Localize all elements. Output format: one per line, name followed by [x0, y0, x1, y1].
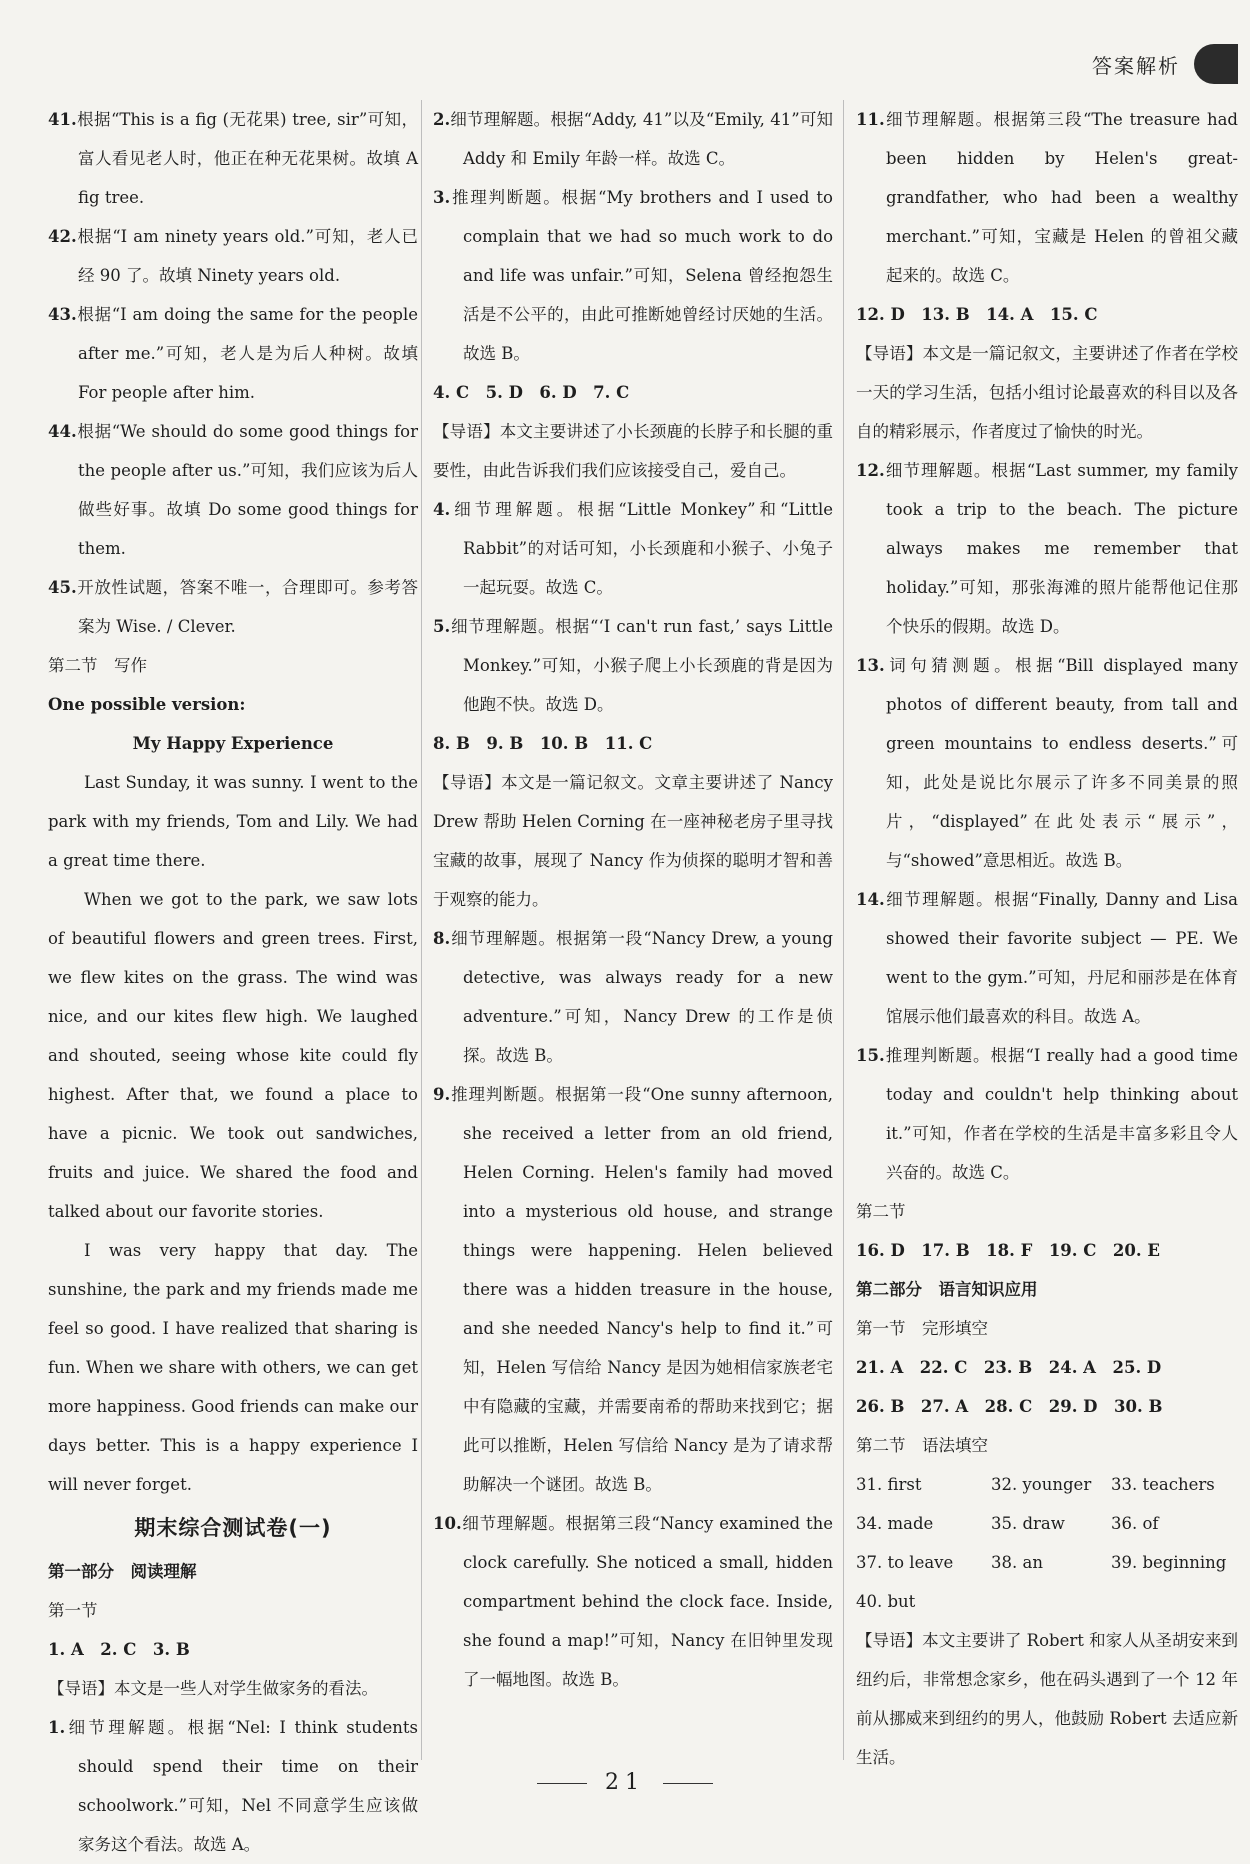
column-3: [856, 100, 1238, 1777]
header-title: 答案解析: [1092, 54, 1180, 78]
answers-26-30: 26. B 27. A 28. C 29. D 30. B: [856, 1397, 1163, 1416]
answers-12-15: 12. D 13. B 14. A 15. C: [856, 305, 1098, 324]
answer-11: 11.细节理解题。根据第三段“The treasure had been hidden by Helen's great-grandfather, who had been a wealthy merchant.”可知，宝藏是 Helen 的曾祖父藏起来的。故选 C。: [856, 110, 1238, 285]
answers-16-20: 16. D 17. B 18. F 19. C 20. E: [856, 1241, 1160, 1260]
grammar-answer: 39. beginning: [1111, 1553, 1227, 1572]
answer-1: 1.细节理解题。根据“Nel: I think students should spend their time on their schoolwork.”可知，Nel 不同意学生应该做家务这个看法。故选 A。: [48, 1718, 418, 1854]
header-tab-marker: [1194, 44, 1238, 84]
answer-columns: [48, 100, 1238, 1854]
grammar-answer: 36. of: [1111, 1514, 1159, 1533]
page-header: [0, 42, 1250, 92]
footer-dash: [663, 1783, 713, 1784]
intro-passage-a: 【导语】本文是一些人对学生做家务的看法。: [48, 1679, 378, 1698]
grammar-answer: 33. teachers: [1111, 1475, 1215, 1494]
grammar-answer: 32. younger: [991, 1475, 1092, 1494]
answer-2: 2.细节理解题。根据“Addy, 41”以及“Emily, 41”可知 Addy 和 Emily 年龄一样。故选 C。: [433, 110, 833, 168]
sample-label: One possible version:: [48, 695, 246, 714]
essay-title: My Happy Experience: [132, 734, 334, 753]
answer-8: 8.细节理解题。根据第一段“Nancy Drew, a young detective, was always ready for a new adventure.”可知，Nancy Drew 的工作是侦探。故选 B。: [433, 929, 833, 1065]
answers-21-25: 21. A 22. C 23. B 24. A 25. D: [856, 1358, 1162, 1377]
answer-14: 14.细节理解题。根据“Finally, Danny and Lisa showed their favorite subject — PE. We went to the gym.”可知，丹尼和丽莎是在体育馆展示他们最喜欢的科目。故选 A。: [856, 890, 1238, 1026]
intro-passage-e: 【导语】本文主要讲了 Robert 和家人从圣胡安来到纽约后，非常想念家乡，他在码头遇到了一个 12 年前从挪威来到纽约的男人，他鼓励 Robert 去适应新生活。: [856, 1631, 1238, 1767]
intro-passage-b: 【导语】本文主要讲述了小长颈鹿的长脖子和长腿的重要性，由此告诉我们我们应该接受自己，爱自己。: [433, 422, 833, 480]
section-heading-2: 第二节: [856, 1202, 906, 1221]
answer-43: 43.根据“I am doing the same for the people after me.”可知，老人是为后人种树。故填 For people after him.: [48, 305, 418, 402]
answers-8-11: 8. B 9. B 10. B 11. C: [433, 734, 653, 753]
grammar-row: [856, 1504, 1238, 1543]
section-heading-1: 第一节: [48, 1601, 98, 1620]
essay-paragraph-2: When we got to the park, we saw lots of beautiful flowers and green trees. First, we flew kites on the grass. The wind was nice, and our kites flew high. We laughed and shouted, seeing whose kite could fly highest. After that, we found a place to have a picnic. We took out sandwiches, fruits and juice. We shared the food and talked about our favorite stories.: [48, 890, 418, 1221]
part-heading-language: 第二部分 语言知识应用: [856, 1280, 1038, 1299]
answer-5: 5.细节理解题。根据“‘I can't run fast,’ says Little Monkey.”可知，小猴子爬上小长颈鹿的背是因为他跑不快。故选 D。: [433, 617, 833, 714]
grammar-answer: 38. an: [991, 1553, 1043, 1572]
page-number: 21: [605, 1770, 645, 1795]
section-heading-cloze: 第一节 完形填空: [856, 1319, 988, 1338]
answers-4-7: 4. C 5. D 6. D 7. C: [433, 383, 630, 402]
column-2: [433, 100, 833, 1699]
column-divider: [843, 100, 844, 1760]
section-heading-grammar: 第二节 语法填空: [856, 1436, 988, 1455]
answer-10: 10.细节理解题。根据第三段“Nancy examined the clock carefully. She noticed a small, hidden compartment behind the clock face. Inside, she found a map!”可知，Nancy 在旧钟里发现了一幅地图。故选 B。: [433, 1514, 833, 1689]
answer-3: 3.推理判断题。根据“My brothers and I used to complain that we had so much work to do and life was unfair.”可知，Selena 曾经抱怨生活是不公平的，由此可推断她曾经讨厌她的生活。故选 B。: [433, 188, 833, 363]
part-heading-reading: 第一部分 阅读理解: [48, 1562, 197, 1581]
grammar-answer: 40. but: [856, 1592, 916, 1611]
essay-paragraph-3: I was very happy that day. The sunshine, the park and my friends made me feel so good. I have realized that sharing is fun. When we share with others, we can get more happiness. Good friends can make our days better. This is a happy experience I will never forget.: [48, 1241, 418, 1494]
grammar-row: [856, 1543, 1238, 1582]
answer-45: 45.开放性试题，答案不唯一，合理即可。参考答案为 Wise. / Clever.: [48, 578, 418, 636]
answer-9: 9.推理判断题。根据第一段“One sunny afternoon, she received a letter from an old friend, Helen Corning. Helen's family had moved into a mysterious old house, and strange things were happening. Helen believed there was a hidden treasure in the house, and she needed Nancy's help to find it.”可知，Helen 写信给 Nancy 是因为她相信家族老宅中有隐藏的宝藏，并需要南希的帮助来找到它；据此可以推断，Helen 写信给 Nancy 是为了请求帮助解决一个谜团。故选 B。: [433, 1085, 833, 1494]
grammar-row: [856, 1465, 1238, 1504]
answer-15: 15.推理判断题。根据“I really had a good time today and couldn't help thinking about it.”可知，作者在学校的生活是丰富多彩且令人兴奋的。故选 C。: [856, 1046, 1238, 1182]
section-heading-writing: 第二节 写作: [48, 656, 147, 675]
grammar-answers: [856, 1465, 1238, 1621]
intro-passage-c: 【导语】本文是一篇记叙文。文章主要讲述了 Nancy Drew 帮助 Helen Corning 在一座神秘老房子里寻找宝藏的故事，展现了 Nancy 作为侦探的聪明才智和善于观察的能力。: [433, 773, 833, 909]
answer-12: 12.细节理解题。根据“Last summer, my family took a trip to the beach. The picture always makes me remember that holiday.”可知，那张海滩的照片能帮他记住那个快乐的假期。故选 D。: [856, 461, 1238, 636]
grammar-row: [856, 1582, 1238, 1621]
grammar-answer: 31. first: [856, 1475, 922, 1494]
column-divider: [421, 100, 422, 1760]
grammar-answer: 35. draw: [991, 1514, 1065, 1533]
answer-41: 41.根据“This is a fig (无花果) tree, sir”可知，富人看见老人时，他正在种无花果树。故填 A fig tree.: [48, 110, 418, 207]
test-title: 期末综合测试卷(一): [134, 1516, 332, 1540]
grammar-answer: 37. to leave: [856, 1553, 954, 1572]
footer-dash: [537, 1783, 587, 1784]
answer-44: 44.根据“We should do some good things for the people after us.”可知，我们应该为后人做些好事。故填 Do some good things for them.: [48, 422, 418, 558]
grammar-answer: 34. made: [856, 1514, 934, 1533]
answers-1-3: 1. A 2. C 3. B: [48, 1640, 190, 1659]
page-footer: [0, 1770, 1250, 1795]
answer-13: 13.词句猜测题。根据“Bill displayed many photos of different beauty, from tall and green mountains to endless deserts.”可知，此处是说比尔展示了许多不同美景的照片，“displayed”在此处表示“展示”，与“showed”意思相近。故选 B。: [856, 656, 1238, 870]
essay-paragraph-1: Last Sunday, it was sunny. I went to the park with my friends, Tom and Lily. We had a great time there.: [48, 773, 418, 870]
column-1: [48, 100, 418, 1864]
answer-4: 4.细节理解题。根据“Little Monkey”和“Little Rabbit”的对话可知，小长颈鹿和小猴子、小兔子一起玩耍。故选 C。: [433, 500, 833, 597]
answer-42: 42.根据“I am ninety years old.”可知，老人已经 90 了。故填 Ninety years old.: [48, 227, 418, 285]
intro-passage-d: 【导语】本文是一篇记叙文，主要讲述了作者在学校一天的学习生活，包括小组讨论最喜欢的科目以及各自的精彩展示，作者度过了愉快的时光。: [856, 344, 1238, 441]
